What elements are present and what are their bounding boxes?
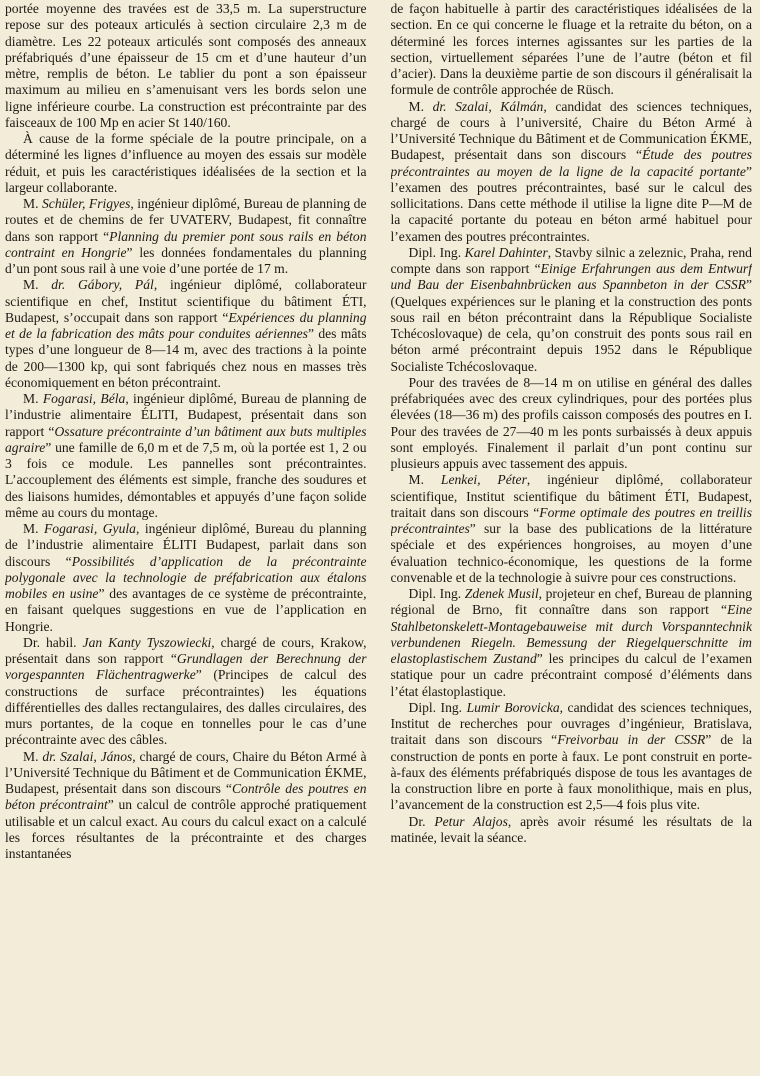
paragraph-q7 [391,700,753,814]
paragraph-q3 [391,245,753,375]
paragraph-p6 [5,521,367,635]
italic-text: Fogarasi, Béla [42,391,126,406]
paragraph-p4 [5,277,367,391]
paragraph-p7 [5,635,367,749]
paragraph-text: , ingénieur diplômé, Bureau de planning de routes et de chemins de fer UVATERV, Budapest, fit connaître dans son rapport “ [5,196,367,244]
paragraph-text: M. [23,277,52,293]
paragraph-text: Pour des travées de 8—14 m on utilise en général des dalles préfabriquées avec des creux cylindriques, pour des portées plus élevées (18—36 m) des profils caisson composés des poutres en I. Pour des travées de 27—40 m les ponts surbaissés à deux appuis sont employés. Finalement il parlait d’un pont continu sur plusieurs appuis avec tassement des appuis. [390,374,752,471]
italic-text: Possibilités d’application de la précontrainte polygonale avec la technologie de préfabrication aux étalons mobiles en usine [5,553,367,601]
paragraph-text: ” (Principes de calcul des constructions de surface précontraintes) les équations différentielles des dalles rectangulaires, des dalles circulaires, des murs portantes, de la coque en tonnelles pour le cas d’une précontrainte avec des câbles. [5,667,367,748]
paragraph-text: ” les données fondamentales du planning d’un pont sous rail à une voie d’une portée de 17 m. [5,244,367,276]
paragraph-text: M. [408,472,441,488]
paragraph-text: M. [23,748,43,764]
paragraph-text: , ingénieur diplômé, collaborateur scientifique, Institut scientifique du bâtiment ÉTI, Budapest, traitait dans son discours “ [390,472,752,520]
paragraph-q1 [391,1,753,99]
italic-text: Planning du premier pont sous rails en béton contraint en Hongrie [5,228,367,260]
italic-text: Karel Dahinter [464,244,548,260]
paragraph-text: de façon habituelle à partir des caractéristiques idéalisées de la section. En ce qui concerne le fluage et la retraite du béton, on a déterminé les forces internes agissantes sur les parties de la section, virtuellement séparées l’une de l’autre (béton et fil d’acier). Dans la deuxième partie de son discours il généralisait la formule de contrôle approchée de Rüsch. [390,1,752,98]
italic-text: Schüler, Frigyes [41,196,131,211]
paragraph-text: M. [23,391,43,406]
paragraph-text: Dipl. Ing. [408,586,465,601]
paragraph-text: À cause de la forme spéciale de la poutre principale, on a déterminé les lignes d’influence au moyen des essais sur modèle réduit, et puis les caractéristiques idéalisées de la section et la largeur collaborante. [5,131,367,195]
paragraph-text: ” une famille de 6,0 m et de 7,5 m, où la portée est 1, 2 ou 3 fois ce module. Les pannelles sont précontraintes. L’accouplement des éléments est simple, franche des soudures et des liaisons humides, démontables et appuyés d’une façon solide même au cours du montage. [5,439,367,520]
italic-text: Expériences du planning et de la fabrication des mâts pour conduites aériennes [5,309,367,341]
paragraph-p2 [5,131,367,196]
paragraph-p1 [5,1,367,131]
paragraph-text: , candidat des sciences techniques, Institut de recherches pour ouvrages d’ingénieur, Bratislava, traitait dans son discours “ [390,699,752,748]
paragraph-text: , ingénieur diplômé, Bureau de planning de l’industrie alimentaire ÉLITI, Budapest, présentait dans son rapport “ [5,391,367,439]
paragraph-q5 [391,472,753,586]
paragraph-text: portée moyenne des travées est de 33,5 m. La superstructure repose sur des poteaux articulés à section circulaire 2,3 m de diamètre. Les 22 poteaux articulés sont composés des anneaux préfabriqués d’une épaisseur de 15 cm et d’une hauteur d’un mètre, remplis de béton. Le tablier du pont a son épaisseur maximum au milieu en s’amenuisant vers les bords selon une ligne inférieure courbe. La construction est précontrainte par des faisceaux de 100 Mp en acier St 140/160. [5,1,367,130]
italic-text: Zdenek Musil [464,586,539,601]
paragraph-text: ” les principes du calcul de l’examen statique pour un cadre précontraint composé d’éléments dans l’état élastoplastique. [390,651,752,699]
paragraph-text: ” l’examen des poutres précontraintes, basé sur le calcul des sollicitations. Dans cette méthode il utilise la ligne dite P—M de la capacité portante du poteau en béton armé habituel pour l’examen des poutres précontraintes. [390,163,752,244]
italic-text: Grundlagen der Berechnung der vorgespannten Flächentragwerke [5,651,367,683]
paragraph-text: ” sur la base des publications de la littérature spéciale et des expériences hongroises, au moyen d’une évaluation technico-économique, les questions de la forme convenable et de la technologie à suivre pour ces constructions. [390,521,752,585]
paragraph-text: M. [23,521,44,536]
italic-text: Lumir Borovicka [466,699,560,715]
paragraph-text: Dipl. Ing. [408,699,467,715]
paragraph-text: M. [408,98,433,114]
italic-text: Lenkei, Péter [440,472,527,488]
paragraph-p8 [5,749,367,863]
paragraph-q2 [391,99,753,245]
italic-text: Forme optimale des poutres en treillis précontraintes [390,504,752,536]
italic-text: Jan Kanty Tyszowiecki [82,634,212,650]
paragraph-text: ” des avantages de ce système de précontrainte, en faisant quelques suggestions en vue de l’application en Hongrie. [5,586,367,634]
paragraph-text: Dr. habil. [23,634,83,650]
paragraph-text: Dipl. Ing. [408,244,465,260]
paragraph-q6 [391,586,753,700]
italic-text: Fogarasi, Gyula [43,521,136,536]
italic-text: Petur Alajos [434,813,508,829]
right-column [391,1,753,1076]
paragraph-p3 [5,196,367,277]
paragraph-q4 [391,375,753,473]
italic-text: dr. Szalai, Kálmán [432,98,544,114]
paragraph-text: , projeteur en chef, Bureau de planning régional de Brno, fit connaître dans son rapport “ [390,586,752,618]
paragraph-text: ” des mâts types d’une longueur de 8—14 m, avec des tractions à la pointe de 200—1300 kp, qui sont fabriqués chez nous en masses très économiquement en béton précontraint. [5,326,367,390]
italic-text: Eine Stahlbetonskelett-Montagebauweise mit durch Vorspanntechnik verbundenen Riegeln. Bemessung der Riegelquerschnitte im elastoplastischem Zustand [390,602,752,666]
italic-text: dr. Gábory, Pál [51,277,154,293]
paragraph-text: , chargé de cours, Chaire du Béton Armé à l’Université Technique du Bâtiment et de Communication ÉKME, Budapest, présentait dans son discours “ [5,748,367,796]
italic-text: Étude des poutres précontraintes au moyen de la ligne de la capacité portante [390,147,752,179]
paragraph-text: M. [23,196,42,211]
italic-text: Contrôle des poutres en béton précontraint [5,781,367,813]
italic-text: Freivorbau in der CSSR [557,732,706,748]
paragraph-text: , ingénieur diplômé, Bureau du planning de l’industrie alimentaire ÉLITI Budapest, parlait dans son discours “ [5,521,367,569]
paragraph-text: ” de la construction de ponts en porte à faux. Le pont construit en porte-à-faux des éléments préfabriqués dispose de tous les avantages de la construction libre en porte à faux monolithique, mais en plus, l’avancement de la construction est 2,5—4 fois plus vite. [390,732,752,813]
italic-text: Einige Erfahrungen aus dem Entwurf und Bau der Eisenbahnbrücken aus Spannbeton in der CSSR [390,261,752,293]
paragraph-text: ” un calcul de contrôle approché pratiquement utilisable et un calcul exact. Au cours du calcul exact on a calculé les forces résultantes de la précontrainte et des charges instantanées [5,797,367,861]
paragraph-text: , ingénieur diplômé, collaborateur scientifique en chef, Institut scientifique du bâtiment ÉTI, Budapest, s’occupait dans son rapport “ [5,277,367,325]
paragraph-text: , après avoir résumé les résultats de la matinée, levait la séance. [390,813,752,845]
paragraph-p5 [5,391,367,521]
paragraph-text: , chargé de cours, Krakow, présentait dans son rapport “ [5,634,367,666]
paragraph-text: , candidat des sciences techniques, chargé de cours à l’université, Chaire du Béton Armé à l’Université Technique du Bâtiment et de Communication ÉKME, Budapest, présentait dans son discours “ [390,98,752,163]
italic-text: dr. Szalai, János [42,748,133,764]
paragraph-text: , Stavby silnic a zeleznic, Praha, rend compte dans son rapport “ [390,244,752,276]
paragraph-q8 [391,814,753,847]
left-column [5,1,367,1076]
paragraph-text: ” (Quelques expériences sur le planing et la construction des ponts sous rail en béton précontraint dans la République Socialiste Tchécoslovaque) de cela, qu’on construit des ponts sous rail en béton armé précontraint depuis 1952 dans le République Socialiste Tchécoslovaque. [390,277,752,374]
italic-text: Ossature précontrainte d’un bâtiment aux buts multiples agraire [5,423,367,455]
paragraph-text: Dr. [408,813,435,829]
